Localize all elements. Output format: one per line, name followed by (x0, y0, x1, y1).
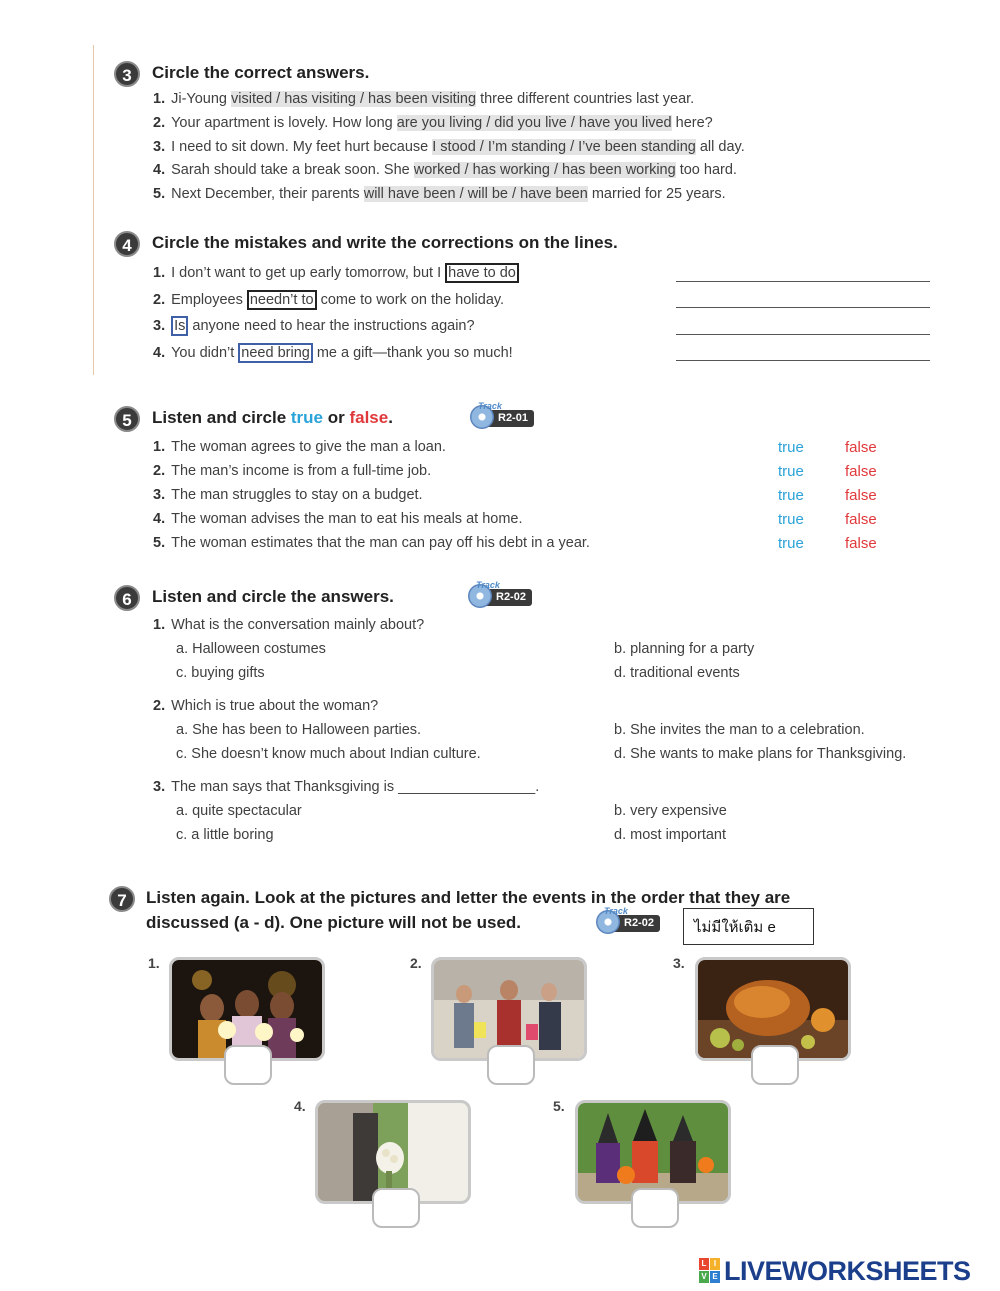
ex5-item-3: 3. The man struggles to stay on a budget. (153, 487, 423, 503)
answer-option[interactable]: d. most important (614, 827, 727, 843)
exercise-4-title: Circle the mistakes and write the corrections on the lines. (152, 233, 618, 252)
exercise-5-title: Listen and circle true or false. (152, 408, 393, 427)
ex5-item-5: 5. The woman estimates that the man can pay off his debt in a year. (153, 535, 590, 551)
answer-option[interactable]: b. She invites the man to a celebration. (614, 722, 865, 738)
liveworksheets-logo: LIVEWORKSHEETS (724, 1256, 971, 1286)
track-badge: Track R2-01 (474, 410, 534, 427)
true-option[interactable]: true (778, 487, 804, 504)
wedding-image (318, 1103, 468, 1201)
ex6-question-3: 3. The man says that Thanksgiving is _________________. (153, 779, 540, 795)
true-option[interactable]: true (778, 511, 804, 528)
choice-group[interactable]: visited / has visiting / has been visiting (231, 91, 477, 107)
picture-number: 2. (410, 955, 422, 971)
mistake-box[interactable]: needn’t to (247, 290, 317, 310)
ex5-item-4: 4. The woman advises the man to eat his meals at home. (153, 511, 523, 527)
liveworksheets-grid-icon: L I V E (699, 1258, 721, 1284)
mistake-box[interactable]: need bring (238, 343, 313, 363)
answer-option[interactable]: c. She doesn’t know much about Indian culture. (176, 746, 481, 762)
ex4-item-1: 1. I don’t want to get up early tomorrow, but I have to do (153, 265, 519, 281)
answer-option[interactable]: c. buying gifts (176, 665, 265, 681)
exercise-6-badge: 6 (114, 585, 140, 611)
answer-option[interactable]: b. planning for a party (614, 641, 755, 657)
picture-number: 3. (673, 955, 685, 971)
ex4-item-4: 4. You didn’t need bring me a gift—thank you so much! (153, 345, 513, 361)
correction-line-4[interactable] (676, 360, 930, 361)
correction-line-2[interactable] (676, 307, 930, 308)
false-option[interactable]: false (845, 511, 877, 528)
ex4-item-2: 2. Employees needn’t to come to work on the holiday. (153, 292, 505, 308)
true-option[interactable]: true (778, 439, 804, 456)
picture-number: 4. (294, 1098, 306, 1114)
answer-box-4[interactable] (372, 1188, 420, 1228)
exercise-4-badge: 4 (114, 231, 140, 257)
track-badge: Track R2-02 (472, 589, 532, 606)
ex3-item-2: 2. Your apartment is lovely. How long are you living / did you live / have you lived here? (153, 115, 713, 131)
sparklers-image (172, 960, 322, 1058)
exercise-3-badge: 3 (114, 61, 140, 87)
picture-number: 1. (148, 955, 160, 971)
ex3-item-4: 4. Sarah should take a break soon. She worked / has working / has been working too hard. (153, 162, 737, 178)
ex5-item-2: 2. The man’s income is from a full-time job. (153, 463, 432, 479)
true-option[interactable]: true (778, 535, 804, 552)
ex6-question-1: 1. What is the conversation mainly about? (153, 617, 425, 633)
choice-group[interactable]: are you living / did you live / have you lived (396, 115, 672, 131)
exercise-7-title-line2: discussed (a - d). One picture will not be used. (146, 913, 522, 932)
answer-option[interactable]: a. quite spectacular (176, 803, 302, 819)
answer-option[interactable]: b. very expensive (614, 803, 727, 819)
answer-box-3[interactable] (751, 1045, 799, 1085)
ex5-item-1: 1. The woman agrees to give the man a loan. (153, 439, 446, 455)
halloween-image (578, 1103, 728, 1201)
ex3-item-3: 3. I need to sit down. My feet hurt because I stood / I’m standing / I’ve been standing all day. (153, 139, 745, 155)
answer-box-5[interactable] (631, 1188, 679, 1228)
mistake-box[interactable]: have to do (445, 263, 519, 283)
ex3-item-5: 5. Next December, their parents will have been / will be / have been married for 25 years. (153, 186, 726, 202)
false-option[interactable]: false (845, 439, 877, 456)
choice-group[interactable]: I stood / I’m standing / I’ve been standing (432, 139, 696, 155)
answer-option[interactable]: d. She wants to make plans for Thanksgiving. (614, 746, 907, 762)
false-option[interactable]: false (845, 487, 877, 504)
margin-rule (93, 45, 94, 375)
track-badge: Track R2-02 (600, 915, 660, 932)
picture-number: 5. (553, 1098, 565, 1114)
note-box: ไม่มีให้เติม e (683, 908, 814, 945)
false-option[interactable]: false (845, 535, 877, 552)
choice-group[interactable]: will have been / will be / have been (363, 186, 588, 202)
exercise-7-title-line1: Listen again. Look at the pictures and letter the events in the order that they are (146, 888, 791, 907)
choice-group[interactable]: worked / has working / has been working (413, 162, 676, 178)
ex3-item-1: 1. Ji-Young visited / has visiting / has been visiting three different countries last year. (153, 91, 695, 107)
answer-box-1[interactable] (224, 1045, 272, 1085)
shopping-image (434, 960, 584, 1058)
ex6-question-2: 2. Which is true about the woman? (153, 698, 379, 714)
correction-line-1[interactable] (676, 281, 930, 282)
false-option[interactable]: false (845, 463, 877, 480)
mistake-box[interactable]: Is (171, 316, 188, 336)
turkey-image (698, 960, 848, 1058)
exercise-7-badge: 7 (109, 886, 135, 912)
answer-option[interactable]: a. Halloween costumes (176, 641, 326, 657)
answer-box-2[interactable] (487, 1045, 535, 1085)
exercise-5-badge: 5 (114, 406, 140, 432)
correction-line-3[interactable] (676, 334, 930, 335)
answer-option[interactable]: d. traditional events (614, 665, 740, 681)
answer-option[interactable]: a. She has been to Halloween parties. (176, 722, 422, 738)
ex4-item-3: 3. Is anyone need to hear the instructions again? (153, 318, 475, 334)
exercise-3-title: Circle the correct answers. (152, 63, 370, 82)
true-option[interactable]: true (778, 463, 804, 480)
exercise-6-title: Listen and circle the answers. (152, 587, 394, 606)
answer-option[interactable]: c. a little boring (176, 827, 274, 843)
